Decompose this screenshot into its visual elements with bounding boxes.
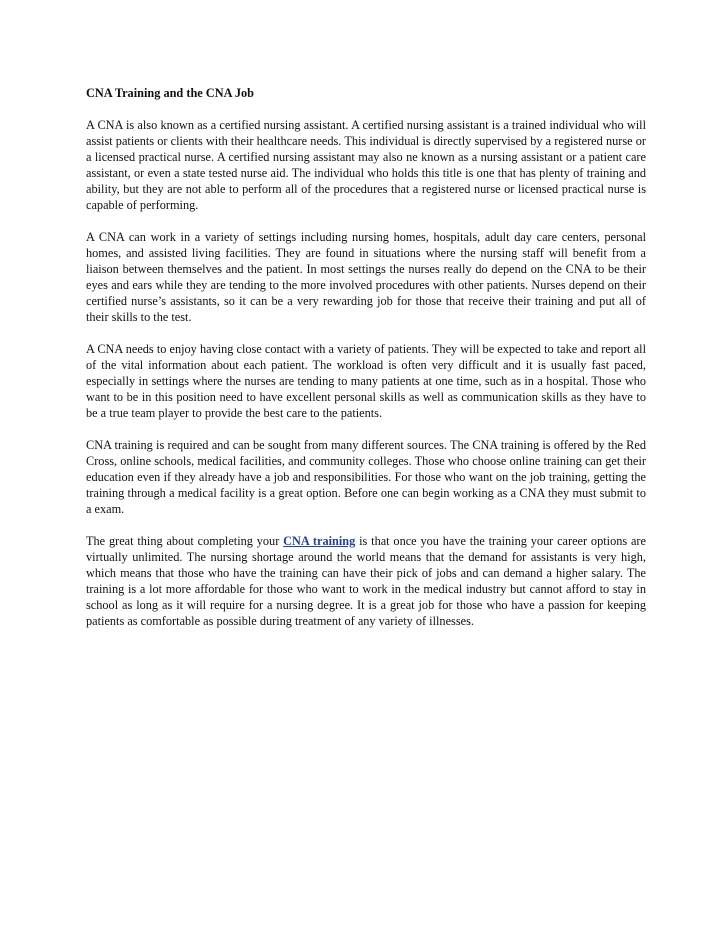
- paragraph-training-sources: CNA training is required and can be sought from many different sources. The CNA training is offered by the Red Cross, online schools, medical facilities, and community colleges. Those who choose online training can get their education even if they already have a job and responsibilities. For those who want on the job training, getting the training through a medical facility is a great option. Before one can begin working as a CNA they must submit to a exam.: [86, 438, 646, 516]
- paragraph-career-options-lead: The great thing about completing your: [86, 534, 284, 548]
- paragraph-cna-definition: A CNA is also known as a certified nursing assistant. A certified nursing assistant is a trained individual who will assist patients or clients with their healthcare needs. This individual is directly supervised by a registered nurse or a licensed practical nurse. A certified nursing assistant may also ne known as a nursing assistant or a patient care assistant, or even a state tested nurse aid. The individual who holds this title is one that has plenty of training and ability, but they are not able to perform all of the procedures that a registered nurse or licensed practical nurse is capable of performing.: [86, 118, 646, 212]
- paragraph-career-options-rest: is that once you have the training your career options are virtually unlimited. The nursing shortage around the world means that the demand for assistants is very high, which means that those who have the training can have their pick of jobs and can demand a higher salary. The training is a lot more affordable for those who want to work in the medical industry but cannot afford to stay in school as long as it will require for a nursing degree. It is a great job for those who have a passion for keeping patients as comfortable as possible during treatment of any variety of illnesses.: [86, 534, 646, 628]
- paragraph-career-options: [86, 533, 646, 629]
- document-body: [86, 85, 646, 645]
- cna-training-link[interactable]: CNA training: [283, 534, 356, 548]
- document-title: CNA Training and the CNA Job: [86, 86, 254, 100]
- paragraph-work-settings: A CNA can work in a variety of settings including nursing homes, hospitals, adult day care centers, personal homes, and assisted living facilities. They are found in situations where the nursing staff will benefit from a liaison between themselves and the patient. In most settings the nurses really do depend on the CNA to be their eyes and ears while they are tending to the more involved procedures with other patients. Nurses depend on their certified nurse’s assistants, so it can be a very rewarding job for those that receive their training and put all of their skills to the test.: [86, 230, 646, 324]
- paragraph-patient-contact: A CNA needs to enjoy having close contact with a variety of patients. They will be expected to take and report all of the vital information about each patient. The workload is often very difficult and it is usually fast paced, especially in settings where the nurses are tending to many patients at one time, such as in a hospital. Those who want to be in this position need to have excellent personal skills as well as communication skills as they have to be a true team player to provide the best care to the patients.: [86, 342, 646, 420]
